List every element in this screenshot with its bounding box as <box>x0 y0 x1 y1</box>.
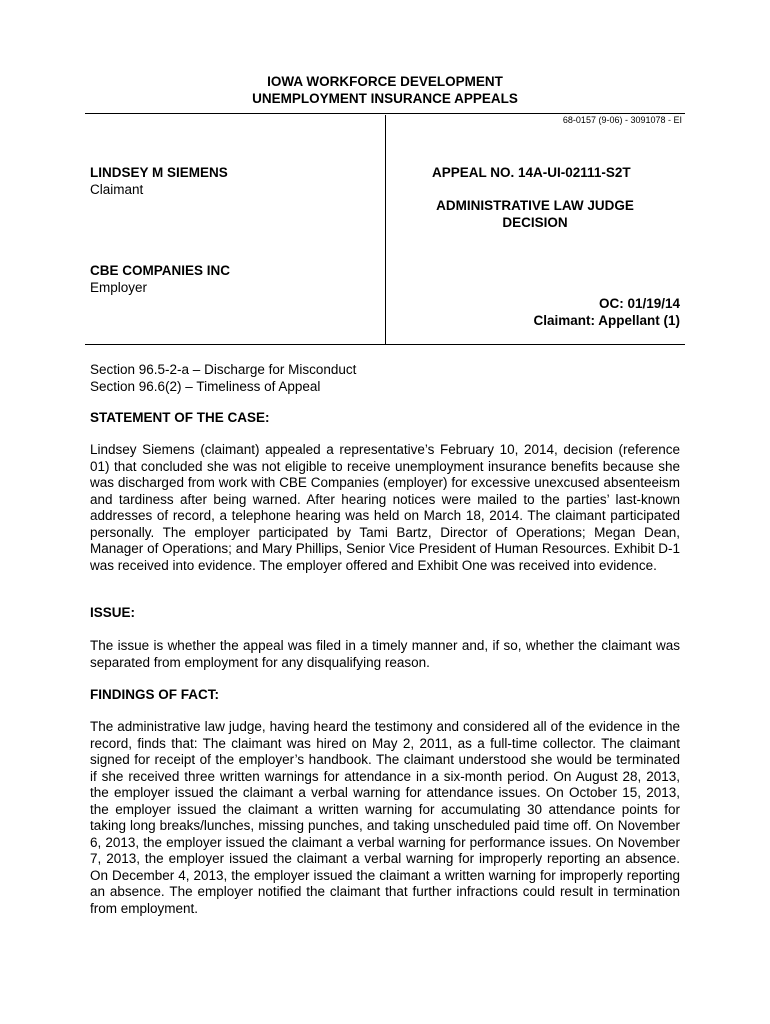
employer-name: CBE COMPANIES INC <box>90 263 231 278</box>
decision-title-line1: ADMINISTRATIVE LAW JUDGE <box>436 198 634 213</box>
findings-body: The administrative law judge, having heard the testimony and considered all of the evidence in the record, finds that: The claimant was hired on May 2, 2011, as a full-time collector. The claimant signed for receipt of the employer’s handbook. The claimant understood she would be terminated if she received three written warnings for attendance in a six-month period. On August 28, 2013, the employer issued the claimant a verbal warning for attendance issues. On October 15, 2013, the employer issued the claimant a written warning for accumulating 30 attendance points for taking long breaks/lunches, missing punches, and taking unscheduled paid time off. On November 6, 2013, the employer issued the claimant a verbal warning for performance issues. On November 7, 2013, the employer issued the claimant a verbal warning for improperly reporting an absence. On December 4, 2013, the employer issued the claimant a written warning for improperly reporting an absence. The employer notified the claimant that further infractions could result in termination from employment. <box>90 719 680 916</box>
claimant-status: Claimant: Appellant (1) <box>533 313 680 328</box>
decision-title <box>390 197 680 231</box>
section-divider <box>85 344 685 345</box>
employer-block <box>90 262 230 296</box>
column-divider <box>385 115 386 345</box>
claimant-block <box>90 164 228 198</box>
section-misconduct: Section 96.5-2-a – Discharge for Misconduct <box>90 362 357 377</box>
section-timeliness: Section 96.6(2) – Timeliness of Appeal <box>90 379 321 394</box>
issue-heading: ISSUE: <box>90 605 136 620</box>
statement-body: Lindsey Siemens (claimant) appealed a representative’s February 10, 2014, decision (reference 01) that concluded she was not eligible to receive unemployment insurance benefits because she was discharged from work with CBE Companies (employer) for excessive unexcused absenteeism and tardiness after being warned. After hearing notices were mailed to the parties’ last-known addresses of record, a telephone hearing was held on March 18, 2014. The claimant participated personally. The employer participated by Tami Bartz, Director of Operations; Megan Dean, Manager of Operations; and Mary Phillips, Senior Vice President of Human Resources. Exhibit D-1 was received into evidence. The employer offered and Exhibit One was received into evidence. <box>90 442 680 573</box>
issue-body: The issue is whether the appeal was filed in a timely manner and, if so, whether the claimant was separated from employment for any disqualifying reason. <box>90 638 680 670</box>
form-number: 68-0157 (9-06) - 3091078 - EI <box>562 115 682 125</box>
findings-heading: FINDINGS OF FACT: <box>90 687 219 702</box>
decision-title-line2: DECISION <box>502 215 568 230</box>
statement-heading: STATEMENT OF THE CASE: <box>90 410 270 425</box>
oc-date: OC: 01/19/14 <box>598 296 680 311</box>
employer-role: Employer <box>90 280 148 295</box>
agency-title: IOWA WORKFORCE DEVELOPMENT <box>267 74 503 89</box>
sections-list <box>90 361 356 395</box>
claimant-name: LINDSEY M SIEMENS <box>90 165 228 180</box>
appeal-number: APPEAL NO. 14A-UI-02111-S2T <box>432 165 631 180</box>
header-divider <box>85 113 685 114</box>
oc-block <box>390 295 680 329</box>
claimant-role: Claimant <box>90 182 144 197</box>
agency-subtitle: UNEMPLOYMENT INSURANCE APPEALS <box>252 91 518 106</box>
